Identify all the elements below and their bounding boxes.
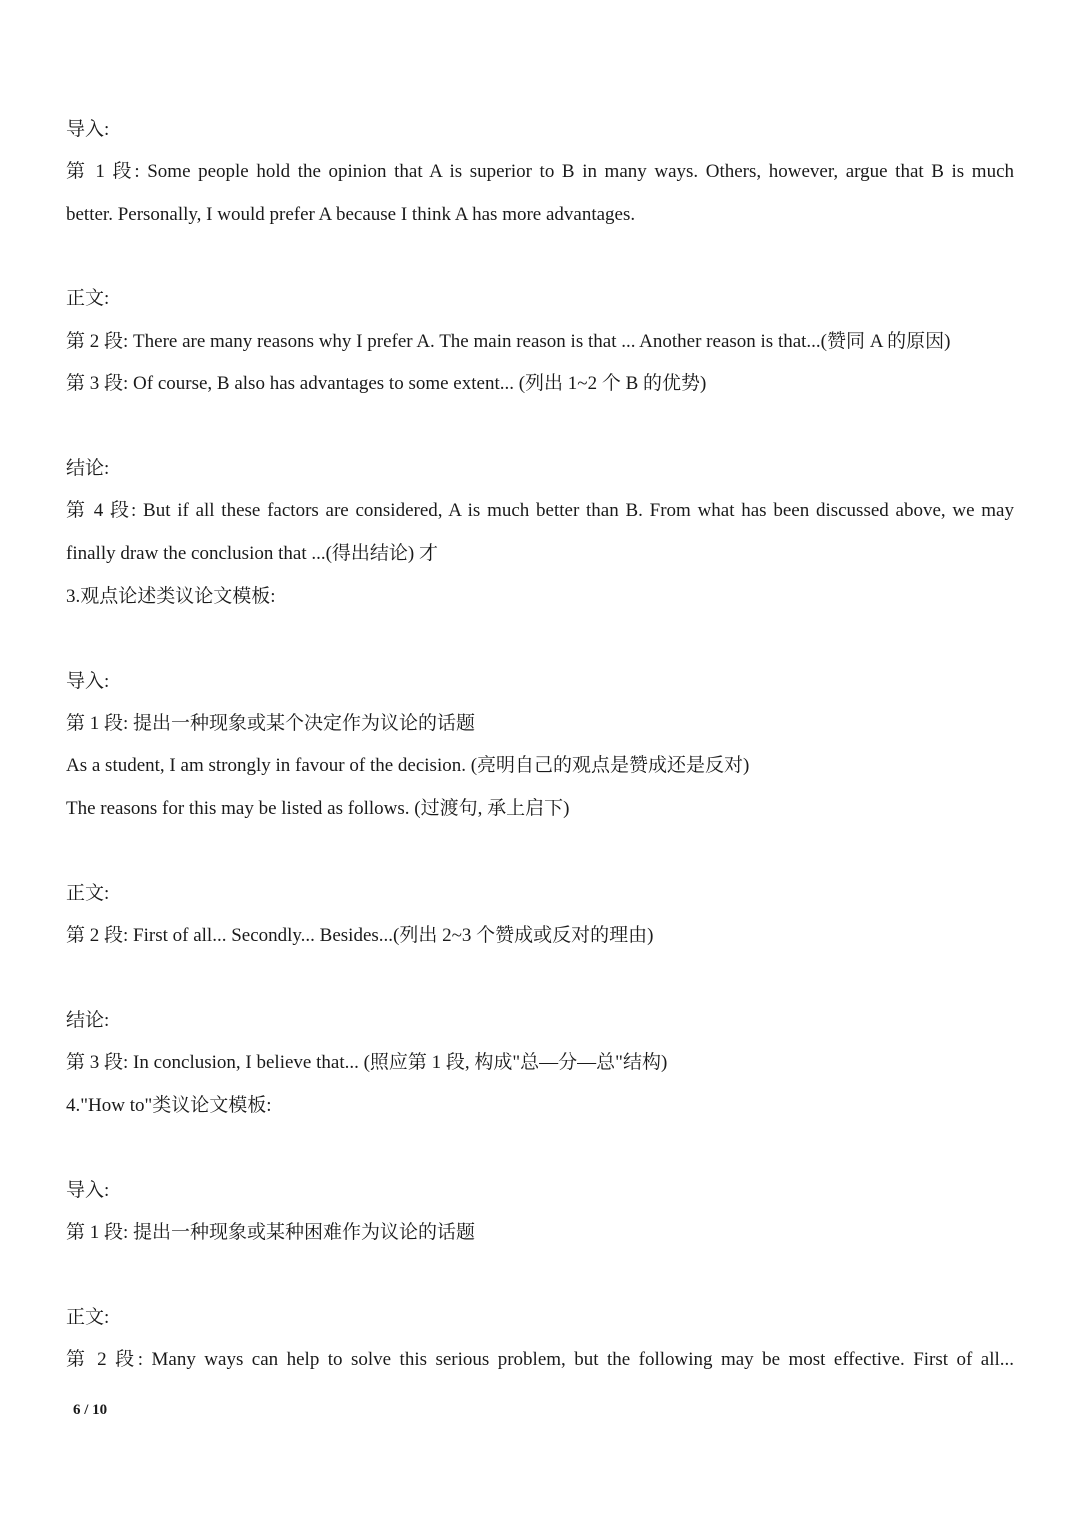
heading-intro-1: 导入: [66, 119, 110, 140]
heading-conclusion-1: 结论: [66, 458, 110, 479]
paragraph-1-line-2: As a student, I am strongly in favour of the decision. (亮明自己的观点是赞成还是反对) [66, 755, 750, 776]
heading-intro-2: 导入: [66, 671, 110, 692]
heading-intro-3: 导入: [66, 1180, 110, 1201]
paragraph-4-line-1: 第 4 段: But if all these factors are considered, A is much better than B. From what has been discussed above, we may [66, 500, 1014, 521]
heading-body-2: 正文: [66, 883, 110, 904]
heading-body-1: 正文: [66, 288, 110, 309]
paragraph-1-line-2: better. Personally, I would prefer A because I think A has more advantages. [66, 204, 636, 225]
paragraph-2-line-1: 第 2 段: Many ways can help to solve this serious problem, but the following may be most effective. First of all... [66, 1349, 1014, 1370]
paragraph-1-line-1: 第 1 段: Some people hold the opinion that A is superior to B in many ways. Others, however, argue that B is much [66, 161, 1014, 182]
section-title-4: 4."How to"类议论文模板: [66, 1095, 272, 1116]
paragraph-3-line-1: 第 3 段: In conclusion, I believe that... (照应第 1 段, 构成"总—分—总"结构) [66, 1052, 668, 1073]
paragraph-2-line-1: 第 2 段: First of all... Secondly... Besides...(列出 2~3 个赞成或反对的理由) [66, 925, 654, 946]
paragraph-1-line-3: The reasons for this may be listed as follows. (过渡句, 承上启下) [66, 798, 570, 819]
page-number: 6 / 10 [73, 1402, 108, 1418]
heading-body-3: 正文: [66, 1307, 110, 1328]
section-title-3: 3.观点论述类议论文模板: [66, 586, 276, 607]
paragraph-2-line-1: 第 2 段: There are many reasons why I prefer A. The main reason is that ... Another reason is that...(赞同 A 的原因) [66, 331, 951, 352]
heading-conclusion-2: 结论: [66, 1010, 110, 1031]
paragraph-3-line-1: 第 3 段: Of course, B also has advantages to some extent... (列出 1~2 个 B 的优势) [66, 373, 707, 394]
paragraph-4-line-2: finally draw the conclusion that ...(得出结论) 才 [66, 543, 439, 564]
paragraph-1-line-1: 第 1 段: 提出一种现象或某种困难作为议论的话题 [66, 1222, 476, 1243]
paragraph-1-line-1: 第 1 段: 提出一种现象或某个决定作为议论的话题 [66, 713, 476, 734]
